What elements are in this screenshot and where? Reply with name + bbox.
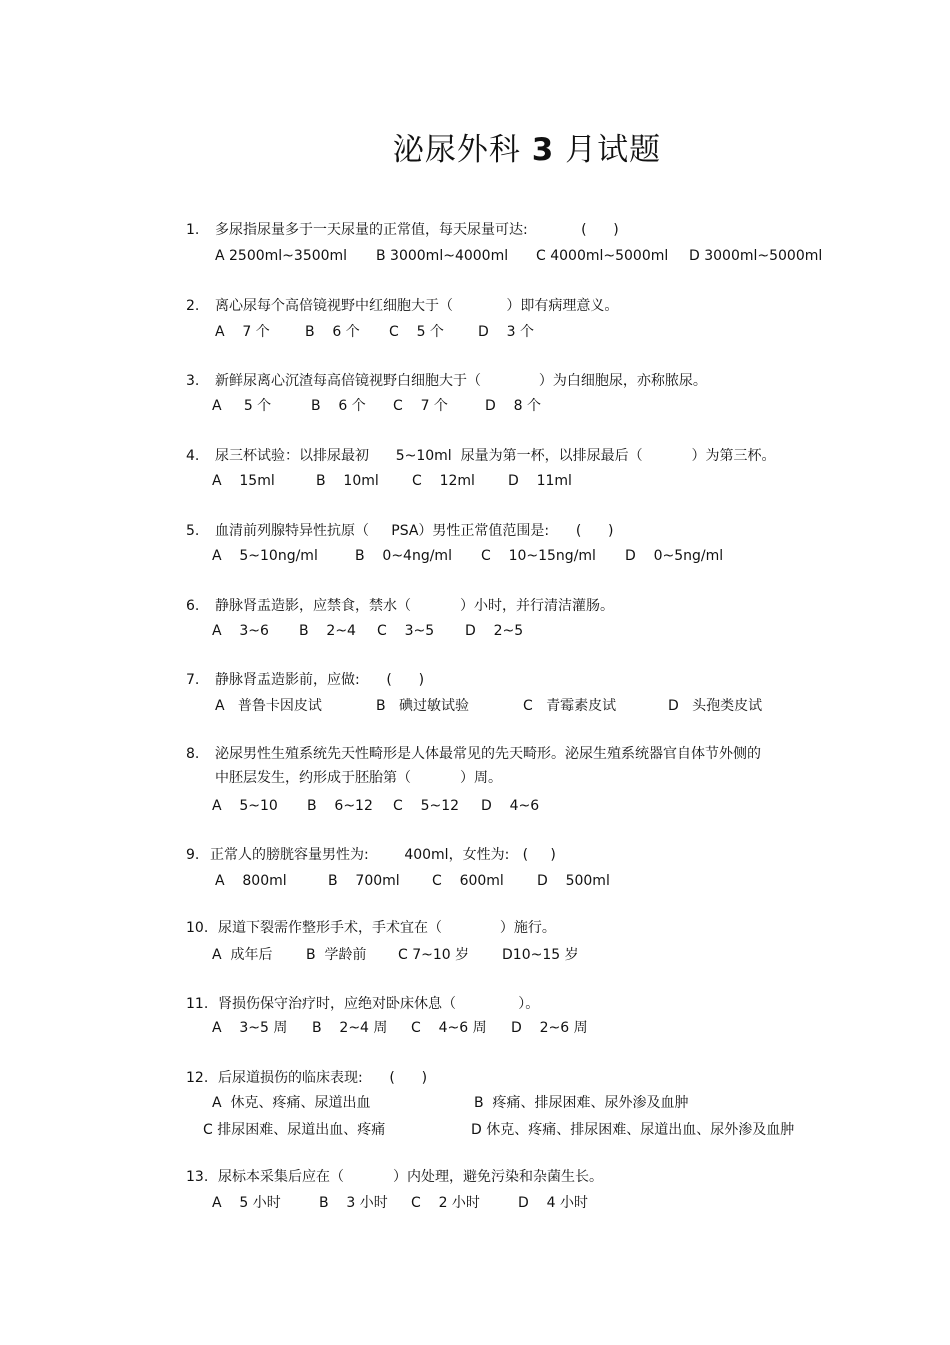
option: D 头孢类皮试: [668, 698, 763, 714]
page-title: 泌尿外科 3 月试题: [392, 132, 662, 168]
option: B 0~4ng/ml: [355, 548, 452, 564]
question-number: 13.: [186, 1169, 209, 1185]
option: A 5 个: [212, 398, 272, 414]
option: D 0~5ng/ml: [625, 548, 724, 564]
option: C 600ml: [432, 873, 504, 889]
option: B 2~4: [299, 623, 356, 639]
option: A 5 小时: [212, 1195, 281, 1211]
option: D 3 个: [478, 324, 534, 340]
question-number: 11.: [186, 996, 209, 1012]
option: D 2~5: [465, 623, 524, 639]
option: A 休克、疼痛、尿道出血: [212, 1095, 371, 1111]
option: C 排尿困难、尿道出血、疼痛: [203, 1122, 386, 1138]
option: A 成年后: [212, 947, 273, 963]
question-number: 9.: [186, 847, 200, 863]
option: B 碘过敏试验: [376, 698, 469, 714]
option: B 700ml: [328, 873, 400, 889]
option: C 3~5: [377, 623, 435, 639]
option: D 4~6: [481, 798, 540, 814]
question-stem: 肾损伤保守治疗时，应绝对卧床休息（ ）。: [218, 996, 540, 1012]
question-number: 12.: [186, 1070, 209, 1086]
question-stem: 尿三杯试验：以排尿最初 5~10ml 尿量为第一杯，以排尿最后（ ）为第三杯。: [215, 448, 776, 464]
question-number: 7.: [186, 672, 200, 688]
question-number: 10.: [186, 920, 209, 936]
option: C 5~12: [393, 798, 460, 814]
option: C 4~6 周: [411, 1020, 487, 1036]
option: C 青霉素皮试: [523, 698, 617, 714]
option: C 10~15ng/ml: [481, 548, 596, 564]
question-stem: 血清前列腺特异性抗原（ PSA）男性正常值范围是: ( ): [215, 523, 614, 539]
question-number: 3.: [186, 373, 200, 389]
question-stem: 静脉肾盂造影前，应做: ( ): [215, 672, 425, 688]
option: A 2500ml~3500ml: [215, 248, 348, 264]
option: C 7 个: [393, 398, 448, 414]
option: D10~15 岁: [502, 947, 579, 963]
option: D 500ml: [537, 873, 610, 889]
question-stem: 静脉肾盂造影，应禁食，禁水（ ）小时，并行清洁灌肠。: [215, 598, 614, 614]
question-number: 8.: [186, 746, 200, 762]
question-number: 6.: [186, 598, 200, 614]
question-number: 1.: [186, 222, 200, 238]
option: A 3~5 周: [212, 1020, 288, 1036]
option: D 休克、疼痛、排尿困难、尿道出血、尿外渗及血肿: [471, 1122, 795, 1138]
question-stem: 尿道下裂需作整形手术，手术宜在（ ）施行。: [218, 920, 556, 936]
option: A 7 个: [215, 324, 270, 340]
option: C 12ml: [412, 473, 475, 489]
option: A 800ml: [215, 873, 287, 889]
question-stem: 后尿道损伤的临床表现: ( ): [218, 1070, 428, 1086]
option: C 2 小时: [411, 1195, 480, 1211]
option: B 2~4 周: [312, 1020, 388, 1036]
option: B 学龄前: [306, 947, 367, 963]
option: C 4000ml~5000ml: [536, 248, 669, 264]
question-number: 2.: [186, 298, 200, 314]
option: D 8 个: [485, 398, 541, 414]
option: B 6 个: [311, 398, 366, 414]
question-stem: 离心尿每个高倍镜视野中红细胞大于（ ）即有病理意义。: [215, 298, 619, 314]
question-stem: 泌尿男性生殖系统先天性畸形是人体最常见的先天畸形。泌尿生殖系统器官自体节外侧的: [215, 746, 761, 762]
question-stem: 新鲜尿离心沉渣每高倍镜视野白细胞大于（ ）为白细胞尿，亦称脓尿。: [215, 373, 707, 389]
option: B 3 小时: [319, 1195, 388, 1211]
option: B 10ml: [316, 473, 379, 489]
question-stem-continued: 中胚层发生，约形成于胚胎第（ ）周。: [215, 770, 502, 786]
option: A 5~10: [212, 798, 278, 814]
option: C 5 个: [389, 324, 444, 340]
option: D 4 小时: [518, 1195, 588, 1211]
question-number: 4.: [186, 448, 200, 464]
option: D 2~6 周: [511, 1020, 588, 1036]
option: A 15ml: [212, 473, 275, 489]
question-stem: 正常人的膀胱容量男性为: 400ml，女性为: ( ): [210, 847, 556, 863]
question-number: 5.: [186, 523, 200, 539]
option: D 3000ml~5000ml: [689, 248, 823, 264]
option: B 疼痛、排尿困难、尿外渗及血肿: [474, 1095, 689, 1111]
option: A 5~10ng/ml: [212, 548, 318, 564]
option: B 6~12: [307, 798, 373, 814]
option: D 11ml: [508, 473, 572, 489]
option: A 普鲁卡因皮试: [215, 698, 322, 714]
option: A 3~6: [212, 623, 269, 639]
option: B 6 个: [305, 324, 360, 340]
option: B 3000ml~4000ml: [376, 248, 509, 264]
question-stem: 尿标本采集后应在（ ）内处理，避免污染和杂菌生长。: [218, 1169, 603, 1185]
option: C 7~10 岁: [398, 947, 470, 963]
question-stem: 多尿指尿量多于一天尿量的正常值，每天尿量可达: ( ): [215, 222, 619, 238]
